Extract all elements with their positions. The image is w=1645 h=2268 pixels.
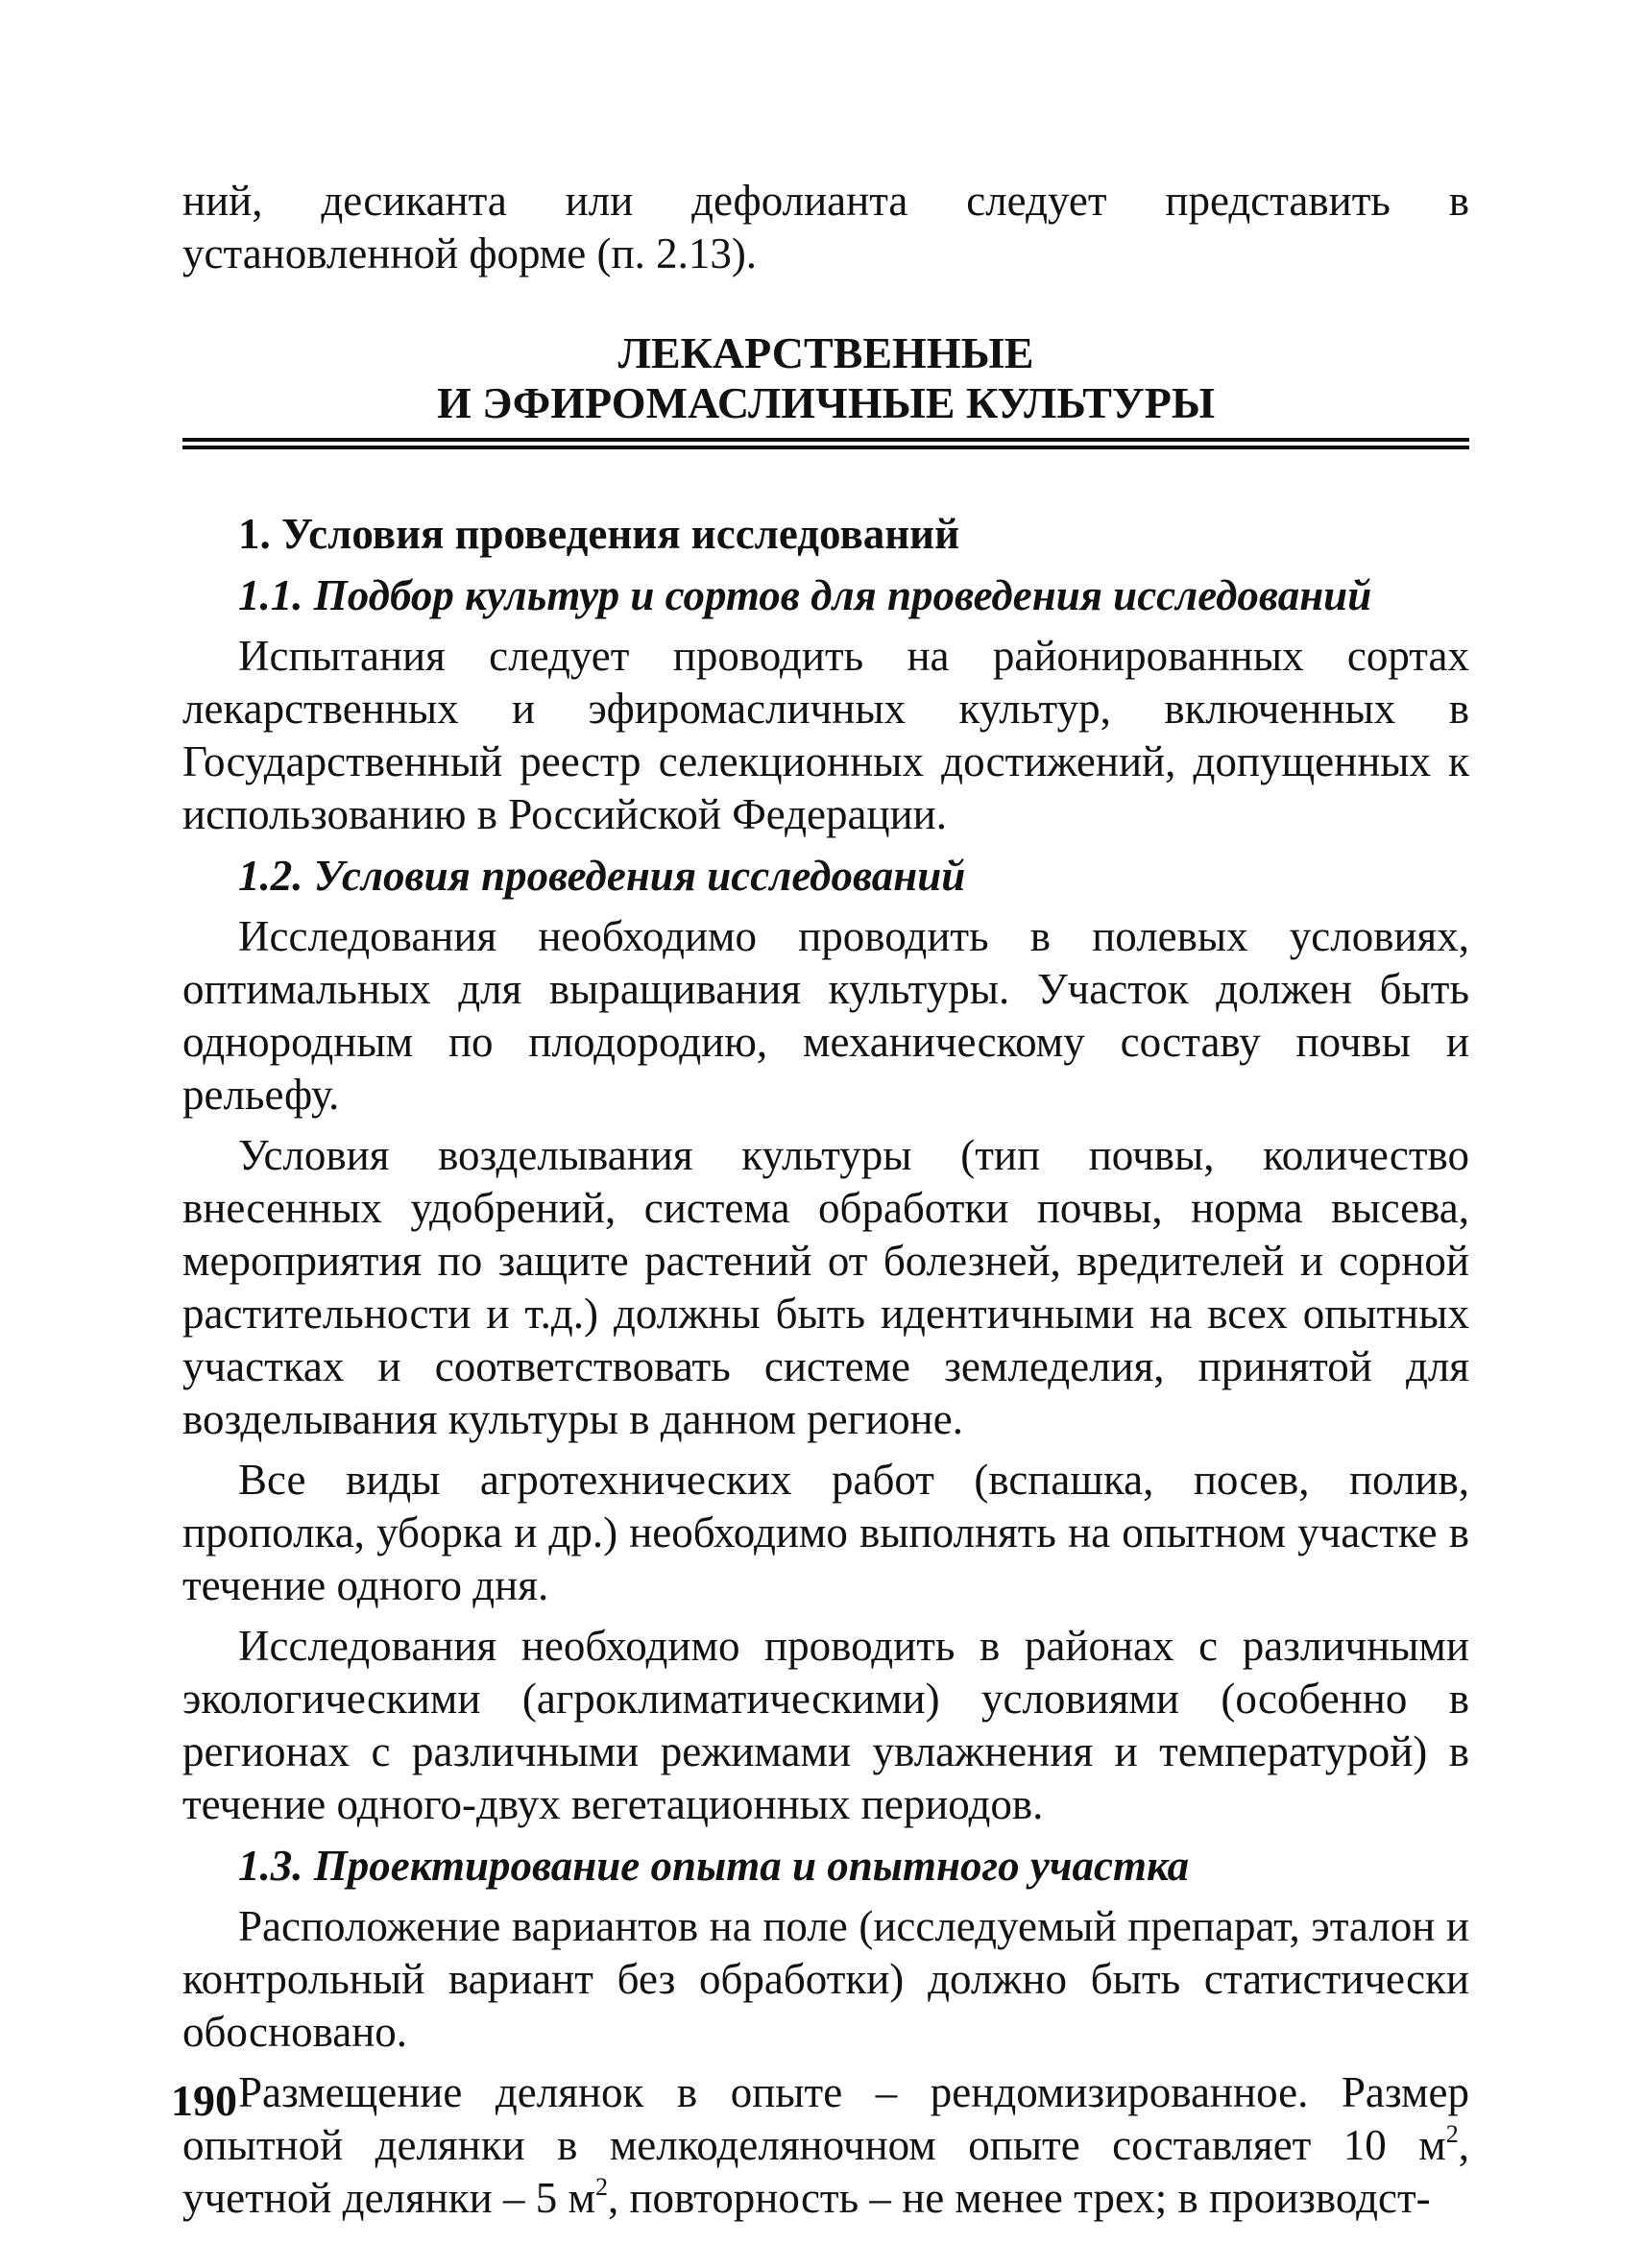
- chapter-heading-line-2: И ЭФИРОМАСЛИЧНЫЕ КУЛЬТУРЫ: [436, 378, 1216, 427]
- subsection-1-2-title: 1.2. Условия проведения исследований: [238, 852, 966, 900]
- intro-paragraph: ний, десиканта или дефолианта следует представить в установленной форме (п. 2.13).: [182, 177, 1469, 277]
- paragraph: Все виды агротехнических работ (вспашка, посев, полив, прополка, уборка и др.) необходимо выполнять на опытном участке в течение одного дня.: [182, 1456, 1469, 1609]
- paragraph: Условия возделывания культуры (тип почвы, количество внесенных удобрений, система обработки почвы, норма высева, мероприятия по защите растений от болезней, вредителей и сорной растительности и т.д.) должны быть идентичными на всех опытных участках и соответствовать системе земледелия, принятой для возделывания культуры в данном регионе.: [182, 1131, 1469, 1443]
- subsection-1-3-title: 1.3. Проектирование опыта и опытного участка: [238, 1842, 1190, 1890]
- page-number: 190: [171, 2076, 237, 2125]
- paragraph: Расположение вариантов на поле (исследуемый препарат, эталон и контрольный вариант без обработки) должно быть статистически обосновано.: [182, 1902, 1469, 2056]
- paragraph: Исследования необходимо проводить в районах с различными экологическими (агроклиматическими) условиями (особенно в регионах с различными режимами увлажнения и температурой) в течение одного-двух вегетационных периодов.: [182, 1622, 1469, 1828]
- heading-double-rule: [182, 438, 1469, 449]
- chapter-heading-line-1: ЛЕКАРСТВЕННЫЕ: [617, 328, 1034, 377]
- superscript: 2: [1445, 2120, 1459, 2148]
- text-run: , учетной делянки – 5 м: [182, 2121, 1469, 2222]
- subsection-1-1-title: 1.1. Подбор культур и сортов для проведения исследований: [238, 571, 1372, 619]
- text-run: , повторность – не менее трех; в производст-: [607, 2174, 1431, 2222]
- page-content: [182, 175, 1469, 2225]
- paragraph-plot-size: [182, 2066, 1469, 2225]
- section-1-title: 1. Условия проведения исследований: [238, 510, 960, 558]
- text-run: Размещение делянок в опыте – рендомизированное. Размер опытной делянки в мелкоделяночном опыте составляет 10 м: [182, 2068, 1469, 2169]
- paragraph: Испытания следует проводить на районированных сортах лекарственных и эфиромасличных культур, включенных в Государственный реестр селекционных достижений, допущенных к использованию в Российской Федерации.: [182, 632, 1469, 838]
- chapter-heading: [182, 328, 1469, 428]
- superscript: 2: [594, 2173, 608, 2201]
- paragraph: Исследования необходимо проводить в полевых условиях, оптимальных для выращивания культуры. Участок должен быть однородным по плодородию, механическому составу почвы и рельефу.: [182, 912, 1469, 1119]
